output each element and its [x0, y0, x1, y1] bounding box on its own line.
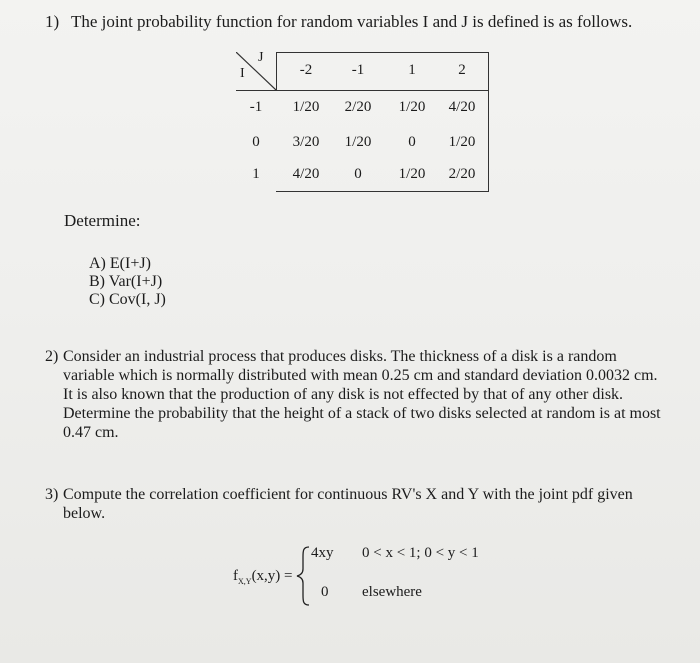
question-1-statement [45, 12, 632, 32]
table-cell: 1/20 [398, 166, 426, 182]
table-cell: 4/20 [292, 166, 320, 182]
pdf-subscript: X,Y [238, 577, 252, 586]
table-col-header: -1 [351, 62, 365, 78]
table-col-header: 1 [408, 62, 416, 78]
column-variable-label: J [258, 50, 264, 65]
text-line: Compute the correlation coefficient for continuous RV's X and Y with the joint pdf given [63, 486, 633, 503]
question-1-number: 1) [45, 12, 60, 31]
table-cell: 2/20 [448, 166, 476, 182]
table-col-header: -2 [299, 62, 313, 78]
pdf-lhs [233, 568, 293, 586]
text-line: It is also known that the production of any disk is not effected by that of any other disk. [63, 386, 624, 403]
table-cell: 4/20 [448, 99, 476, 115]
part-b: B) Var(I+J) [89, 273, 163, 290]
text-line: Consider an industrial process that produces disks. The thickness of a disk is a random [63, 348, 617, 365]
question-2-number: 2) [45, 348, 59, 365]
table-cell: 1/20 [448, 134, 476, 150]
question-2-text [63, 347, 688, 442]
case-2-value: 0 [321, 584, 329, 600]
table-cell: 2/20 [344, 99, 372, 115]
question-3-number: 3) [45, 486, 59, 503]
table-header-divider [276, 90, 489, 91]
table-row-label: 1 [252, 166, 260, 182]
text-line: variable which is normally distributed with mean 0.25 cm and standard deviation 0.0032 cm. [63, 367, 658, 384]
table-corner-cell [236, 52, 277, 91]
text-line: 0.47 cm. [63, 424, 119, 441]
table-cell: 1/20 [292, 99, 320, 115]
pdf-function-name: f [233, 568, 238, 584]
table-cell: 1/20 [398, 99, 426, 115]
case-1-condition: 0 < x < 1; 0 < y < 1 [362, 545, 479, 561]
table-cell: 1/20 [344, 134, 372, 150]
question-1-text: The joint probability function for random variables I and J is defined is as follows. [70, 12, 633, 31]
table-cell: 3/20 [292, 134, 320, 150]
part-a: A) E(I+J) [89, 255, 151, 272]
row-variable-label: I [240, 66, 245, 81]
case-1-value: 4xy [311, 545, 334, 561]
table-cell: 0 [408, 134, 416, 150]
pdf-arguments: (x,y) = [251, 568, 293, 584]
left-brace-icon [296, 545, 312, 607]
table-row-label: -1 [249, 99, 263, 115]
text-line: below. [63, 505, 106, 522]
table-row-label: 0 [252, 134, 260, 150]
part-c: C) Cov(I, J) [89, 291, 166, 308]
table-col-header: 2 [458, 62, 466, 78]
question-3-text [63, 485, 688, 523]
text-line: Determine the probability that the height of a stack of two disks selected at random is at most [63, 405, 661, 422]
table-cell: 0 [354, 166, 362, 182]
question-1-parts [89, 255, 166, 309]
determine-heading: Determine: [64, 211, 141, 230]
case-2-condition: elsewhere [362, 584, 422, 600]
